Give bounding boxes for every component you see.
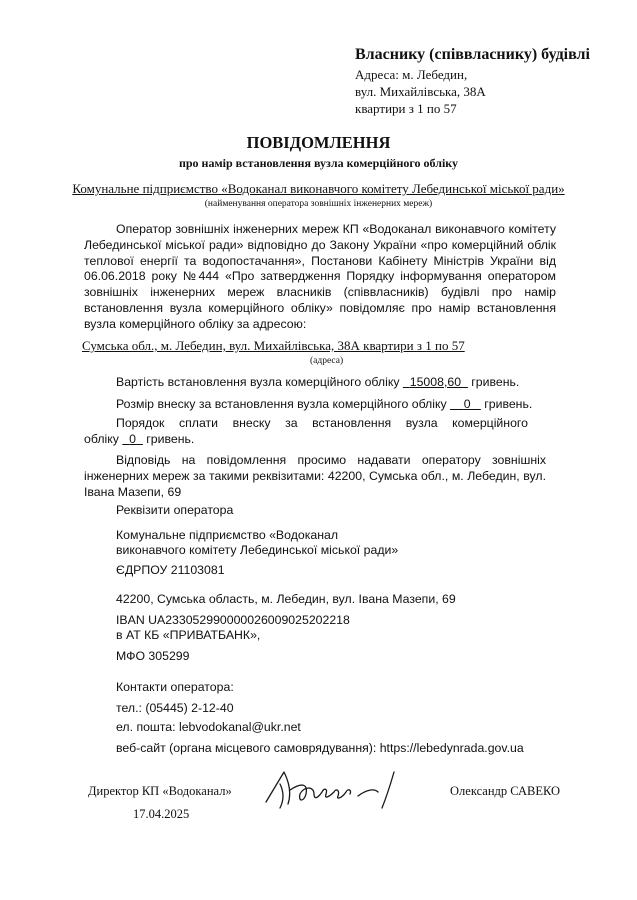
installation-cost-value: 15008,60 — [409, 375, 462, 389]
handwritten-signature — [262, 762, 412, 817]
installation-cost-label: Вартість встановлення вузла комерційного обліку — [116, 375, 403, 389]
contacts-email: ел. пошта: lebvodokanal@ukr.net — [116, 720, 301, 734]
requisites-company-line-1: Комунальне підприємство «Водоканал — [116, 528, 339, 542]
payment-order-value: 0 — [129, 432, 137, 446]
notice-paragraph: Оператор зовнішніх інженерних мереж КП «Водоканал виконавчого комітету Лебединської міської ради» відповідно до Закону України «про комерційний облік теплової енергії та водопостачання», Постанови Кабінету Міністрів України від 06.06.2018 року №444 «Про затвердження Порядку інформування оператором зовнішніх інженерних мереж власників (співвласників) будівлі про намір встановлення вузла комерційного обліку» повідомляє про намір встановлення вузла комерційного обліку за адресою: — [84, 222, 556, 331]
installation-cost-unit: гривень. — [467, 375, 520, 389]
fee-value: 0 — [463, 397, 471, 411]
recipient-title: Власнику (співвласнику) будівлі — [355, 46, 590, 63]
payment-order-unit: гривень. — [142, 432, 195, 446]
requisites-edrpou: ЄДРПОУ 21103081 — [116, 563, 225, 577]
fee-line — [116, 397, 532, 411]
document-date: 17.04.2025 — [133, 807, 190, 821]
recipient-address-line-3: квартири з 1 по 57 — [355, 101, 457, 116]
installation-cost-line — [116, 375, 519, 389]
recipient-address-line-1: Адреса: м. Лебедин, — [355, 67, 468, 82]
object-address-note: (адреса) — [310, 356, 344, 366]
fee-unit: гривень. — [480, 397, 533, 411]
notice-subtitle: про намір встановлення вузла комерційного обліку — [178, 156, 459, 170]
contacts-website: веб-сайт (органа місцевого самоврядування): https://lebedynrada.gov.ua — [116, 741, 524, 755]
reply-paragraph: Відповідь на повідомлення просимо надавати оператору зовнішніх інженерних мереж за такими реквізитами: 42200, Сумська обл., м. Лебедин, вул. Івана Мазепи, 69 — [84, 453, 546, 499]
operator-name: Комунальне підприємство «Водоканал виконавчого комітету Лебединської міської ради» — [72, 181, 565, 196]
requisites-address: 42200, Сумська область, м. Лебедин, вул. Івана Мазепи, 69 — [116, 592, 456, 606]
requisites-mfo: МФО 305299 — [116, 649, 190, 663]
requisites-heading: Реквізити оператора — [116, 503, 234, 517]
contacts-phone: тел.: (05445) 2-12-40 — [116, 701, 234, 715]
payment-order-line-1: Порядок сплати внеску за встановлення вузла комерційного — [116, 416, 528, 430]
operator-name-note: (найменування оператора зовнішніх інженерних мереж) — [204, 199, 433, 209]
requisites-bank: в АТ КБ «ПРИВАТБАНК», — [116, 628, 261, 642]
recipient-address-line-2: вул. Михайлівська, 38А — [355, 84, 486, 99]
object-address: Сумська обл., м. Лебедин, вул. Михайлівська, 38А квартири з 1 по 57 — [82, 338, 465, 353]
signatory-position: Директор КП «Водоканал» — [88, 784, 232, 798]
requisites-iban: IBAN UA233052990000026009025202218 — [116, 613, 350, 627]
fee-label: Розмір внеску за встановлення вузла комерційного обліку — [116, 397, 451, 411]
notice-title: ПОВІДОМЛЕННЯ — [246, 133, 391, 152]
signatory-name: Олександр САВЕКО — [450, 784, 561, 798]
requisites-company-line-2: виконавчого комітету Лебединської міської ради» — [116, 543, 399, 557]
contacts-heading: Контакти оператора: — [116, 680, 234, 694]
payment-order-line-2 — [84, 432, 194, 446]
payment-order-label: обліку — [84, 432, 123, 446]
